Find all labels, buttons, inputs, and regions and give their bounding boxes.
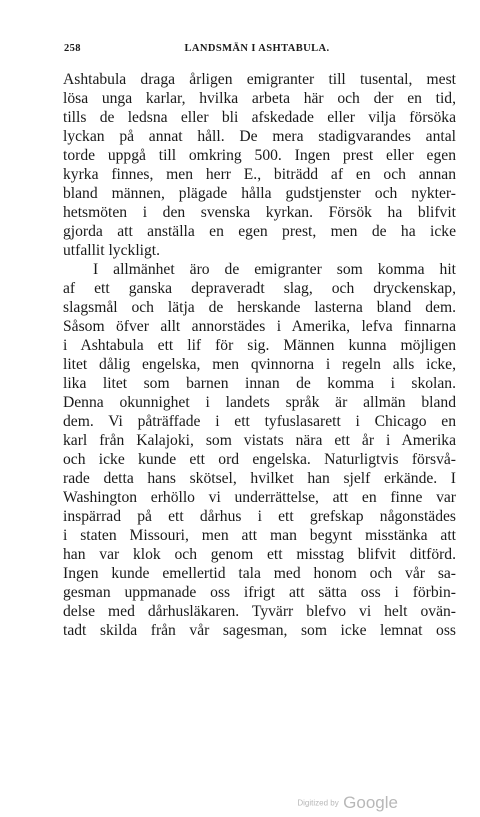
text-line: tills de ledsna eller bli afskedade eller vilja försöka bbox=[63, 109, 456, 126]
text-line: Washington erhöllo vi underrättelse, att en finne var bbox=[63, 489, 456, 506]
text-line: tadt skilda från vår sagesman, som icke lemnat oss bbox=[63, 622, 456, 639]
text-line: I allmänhet äro de emigranter som komma hit bbox=[93, 261, 456, 278]
running-head: LANDSMÄN I ASHTABULA. bbox=[184, 43, 330, 54]
body-text bbox=[63, 70, 456, 640]
text-line: i Ashtabula ett lif för sig. Männen kunna möjligen bbox=[63, 337, 456, 354]
text-line: delse med dårhusläkaren. Tyvärr blefvo vi helt ovän- bbox=[63, 603, 456, 620]
text-line: lyckan på annat håll. De mera stadigvarandes antal bbox=[63, 128, 456, 145]
page-number: 258 bbox=[64, 43, 81, 54]
text-line: hetsmöten i den svenska kyrkan. Försök ha blifvit bbox=[63, 204, 456, 221]
text-line: Denna okunnighet i landets språk är allmän bland bbox=[63, 394, 456, 411]
text-line: och icke kunde ett ord engelska. Naturligtvis försvå- bbox=[63, 451, 456, 468]
page-header bbox=[64, 43, 450, 59]
text-line: gjorda att anställa en egen prest, men de ha icke bbox=[63, 223, 456, 240]
digitized-watermark bbox=[297, 793, 398, 813]
text-line: slagsmål och lätja de herskande lasterna bland dem. bbox=[63, 299, 456, 316]
text-line: dem. Vi påträffade i ett tyfuslasarett i Chicago en bbox=[63, 413, 456, 430]
watermark-brand: Google bbox=[343, 793, 398, 812]
text-line: han var klok och genom ett misstag blifvit ditförd. bbox=[63, 546, 456, 563]
text-line: Ingen kunde emellertid tala med honom och vår sa- bbox=[63, 565, 456, 582]
paragraph bbox=[63, 70, 456, 260]
text-line: Ashtabula draga årligen emigranter till tusental, mest bbox=[63, 71, 456, 88]
text-line: inspärrad på ett dårhus i ett grefskap någonstädes bbox=[63, 508, 456, 525]
text-line: i staten Missouri, men att man begynt misstänka att bbox=[63, 527, 456, 544]
watermark-prefix: Digitized by bbox=[297, 798, 339, 808]
text-line: karl från Kalajoki, som vistats nära ett år i Amerika bbox=[63, 432, 456, 449]
text-line: af ett ganska depraveradt slag, och dryckenskap, bbox=[63, 280, 456, 297]
text-line: litet dålig engelska, men qvinnorna i regeln alls icke, bbox=[63, 356, 456, 373]
text-line: bland männen, plägade hålla gudstjenster och nykter- bbox=[63, 185, 456, 202]
paragraph bbox=[63, 260, 456, 640]
text-line: gesman uppmanade oss ifrigt att sätta oss i förbin- bbox=[63, 584, 456, 601]
text-line: rade detta hans skötsel, hvilket han sjelf erkände. I bbox=[63, 470, 456, 487]
text-line: lösa unga karlar, hvilka arbeta här och der en tid, bbox=[63, 90, 456, 107]
text-line: Såsom öfver allt annorstädes i Amerika, lefva finnarna bbox=[63, 318, 456, 335]
text-line: utfallit lyckligt. bbox=[63, 242, 161, 259]
text-line: kyrka finnes, men herr E., biträdd af en och annan bbox=[63, 166, 456, 183]
text-line: lika litet som barnen innan de komma i skolan. bbox=[63, 375, 456, 392]
text-line: torde uppgå till omkring 500. Ingen prest eller egen bbox=[63, 147, 456, 164]
